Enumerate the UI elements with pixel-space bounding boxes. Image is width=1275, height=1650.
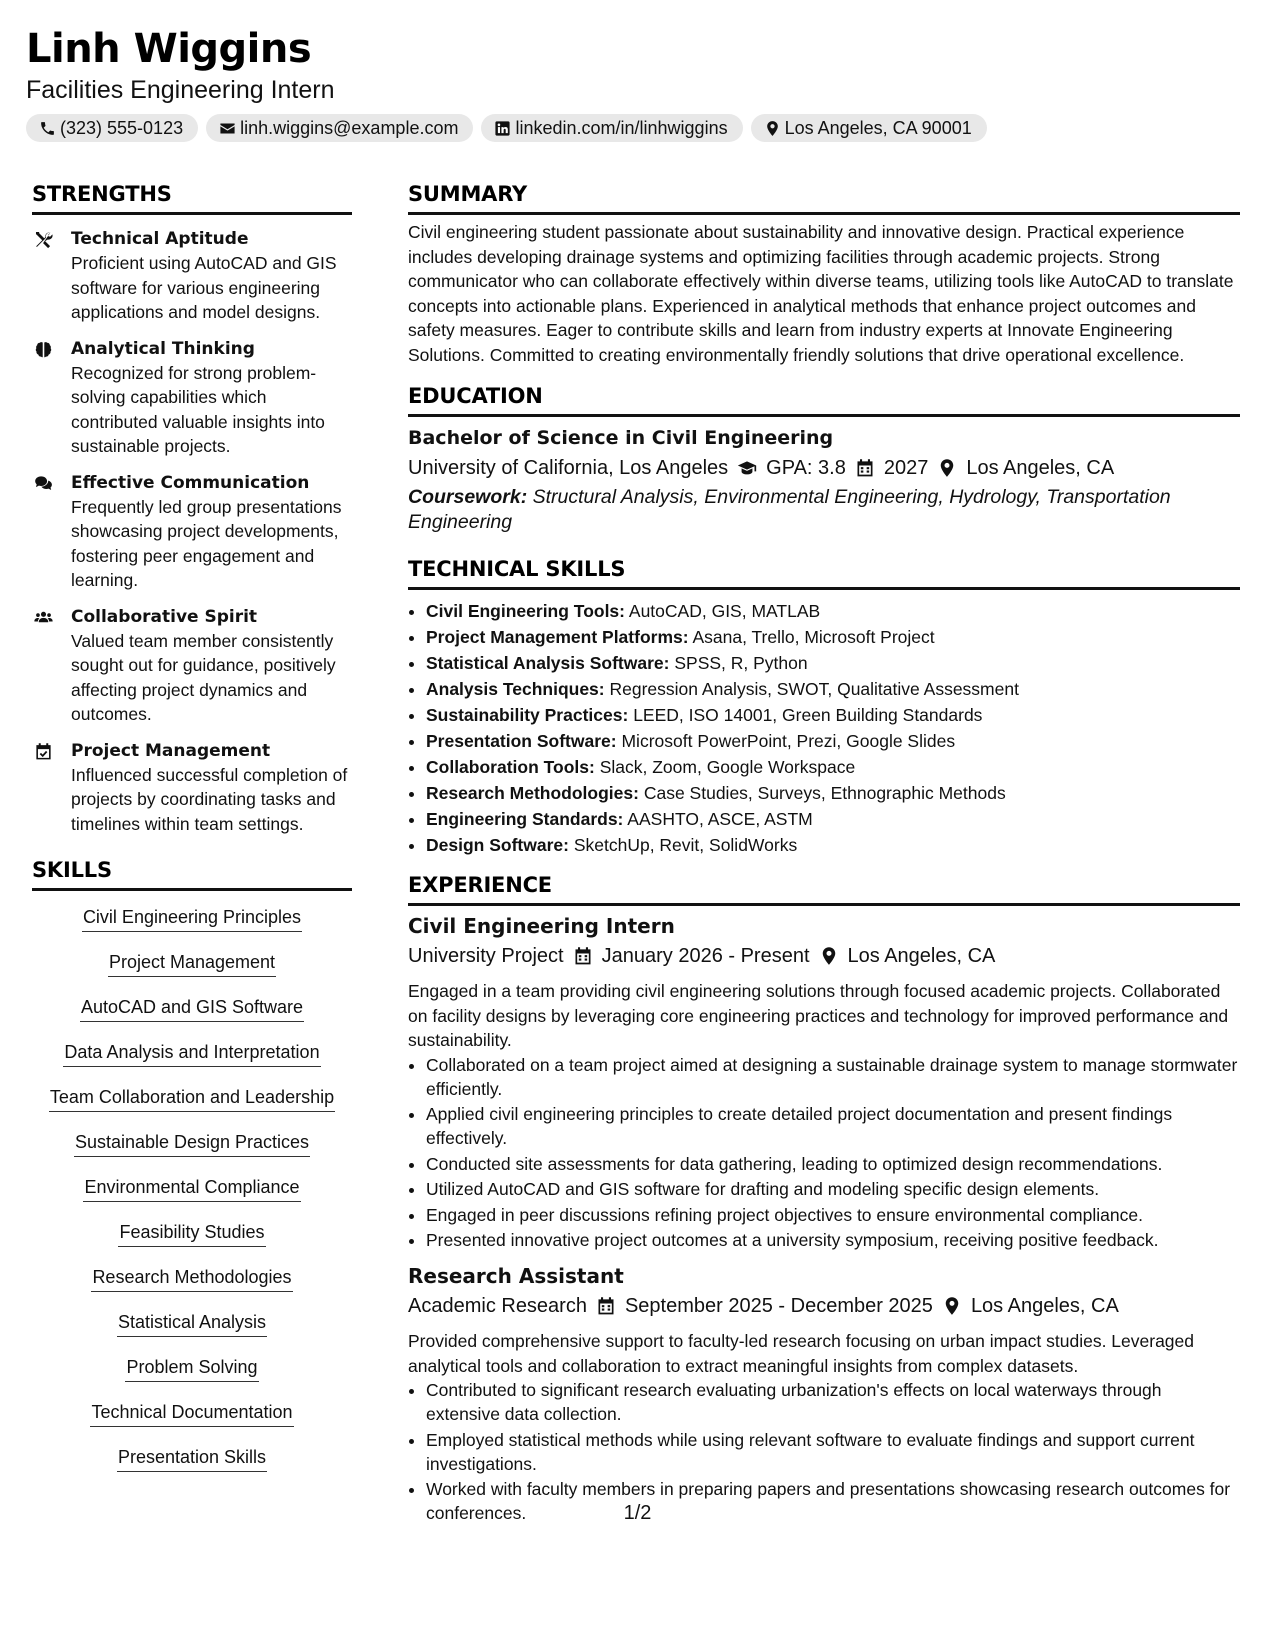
list-item: • Collaborated on a team project aimed at designing a sustainable drainage system to manage stormwater efficiently. — [426, 1053, 1240, 1101]
calendar-check-icon — [34, 742, 53, 761]
skill-tag: Environmental Compliance — [83, 1175, 300, 1202]
gpa-text: GPA: 3.8 — [766, 457, 846, 479]
list-item: • Utilized AutoCAD and GIS software for drafting and modeling specific design elements. — [426, 1177, 1240, 1201]
skill-category: Research Methodologies: — [426, 783, 639, 803]
strength-text: Proficient using AutoCAD and GIS software for various engineering applications and model designs. — [71, 253, 337, 322]
skill-category: Design Software: — [426, 835, 569, 855]
school-location: Los Angeles, CA — [966, 457, 1115, 479]
degree-title: Bachelor of Science in Civil Engineering — [408, 427, 834, 449]
chat-bubbles-icon — [34, 474, 53, 493]
contact-phone-text: (323) 555-0123 — [60, 117, 184, 138]
calendar-icon — [596, 1296, 616, 1316]
skill-tag: Project Management — [108, 950, 276, 977]
phone-icon — [39, 120, 56, 137]
list-item: • Contributed to significant research evaluating urbanization's effects on local waterways through extensive data collection. — [426, 1378, 1240, 1426]
skill-list — [32, 905, 352, 1490]
skill-values: LEED, ISO 14001, Green Building Standards — [633, 705, 983, 725]
technical-skills-section — [408, 556, 1240, 858]
strength-text: Influenced successful completion of projects by coordinating tasks and timelines within team settings. — [71, 764, 348, 834]
summary-text: Civil engineering student passionate about sustainability and innovative design. Practical experience includes developing drainage systems and optimizing facilities through academic projects. Strong communicator who can collaborate effectively within diverse teams, utilizing tools like AutoCAD to translate concepts into actionable plans. Experienced in analytical methods that enhance project outcomes and safety measures. Eager to contribute skills and learn from industry experts at Innovate Engineering Solutions. Committed to creating environmentally friendly solutions that drive operational excellence. — [408, 222, 1234, 365]
skill-tag: Problem Solving — [125, 1355, 258, 1382]
skill-values: Slack, Zoom, Google Workspace — [599, 757, 856, 777]
job-entry — [408, 912, 1240, 1252]
experience-section — [408, 872, 1240, 1525]
contact-email-text: linh.wiggins@example.com — [240, 117, 459, 138]
strength-title: Analytical Thinking — [71, 338, 255, 359]
skill-category: Presentation Software: — [426, 731, 617, 751]
skill-tag: Civil Engineering Principles — [82, 905, 302, 932]
page-number: 1/2 — [623, 1502, 652, 1524]
job-summary: Provided comprehensive support to faculty-led research focusing on urban impact studies. Leveraged analytical tools and collaboration to extract meaningful insights from complex datasets. — [408, 1331, 1194, 1376]
linkedin-icon — [494, 120, 511, 137]
list-item — [426, 780, 1240, 806]
skill-tag: Research Methodologies — [91, 1265, 292, 1292]
brain-icon — [34, 340, 53, 359]
skill-values: Microsoft PowerPoint, Prezi, Google Slides — [621, 731, 956, 751]
list-item: • Engaged in peer discussions refining project objectives to ensure environmental compliance. — [426, 1203, 1240, 1227]
strength-item — [32, 227, 352, 325]
list-item — [426, 702, 1240, 728]
skill-values: Case Studies, Surveys, Ethnographic Methods — [643, 783, 1006, 803]
skill-category: Analysis Techniques: — [426, 679, 605, 699]
list-item — [426, 754, 1240, 780]
skill-tag: Sustainable Design Practices — [74, 1130, 310, 1157]
summary-heading: SUMMARY — [408, 181, 1240, 215]
calendar-icon — [855, 458, 875, 478]
job-location: Los Angeles, CA — [970, 1295, 1119, 1317]
strength-text: Frequently led group presentations showcasing project developments, fostering peer engagement and learning. — [71, 496, 342, 590]
graduation-cap-icon — [737, 458, 757, 478]
list-item — [426, 598, 1240, 624]
list-item: • Employed statistical methods while using relevant software to evaluate findings and support current investigations. — [426, 1428, 1240, 1476]
strength-item — [32, 337, 352, 459]
job-title: Civil Engineering Intern — [408, 914, 675, 938]
strength-title: Collaborative Spirit — [71, 606, 258, 627]
skills-section — [32, 857, 352, 1490]
list-item — [426, 650, 1240, 676]
skill-tag: Statistical Analysis — [117, 1310, 267, 1337]
skill-values: AutoCAD, GIS, MATLAB — [628, 601, 821, 621]
strength-item — [32, 605, 352, 727]
education-meta — [408, 453, 1240, 483]
coursework — [408, 485, 1240, 535]
map-pin-icon — [937, 458, 957, 478]
candidate-title: Facilities Engineering Intern — [26, 76, 335, 104]
graduation-year: 2027 — [883, 457, 929, 479]
coursework-text: Structural Analysis, Environmental Engineering, Hydrology, Transportation Engineering — [408, 486, 1171, 533]
skill-tag: Feasibility Studies — [118, 1220, 265, 1247]
users-icon — [34, 608, 53, 627]
experience-heading: EXPERIENCE — [408, 872, 1240, 906]
job-meta — [408, 941, 1240, 971]
envelope-icon — [219, 120, 236, 137]
strength-title: Technical Aptitude — [71, 229, 249, 249]
job-location: Los Angeles, CA — [847, 945, 996, 967]
left-column — [32, 181, 352, 1490]
resume-header — [26, 24, 1256, 142]
skill-category: Engineering Standards: — [426, 809, 624, 829]
contact-linkedin[interactable] — [481, 114, 742, 142]
contact-linkedin-text: linkedin.com/in/linhwiggins — [515, 117, 728, 138]
school-name: University of California, Los Angeles — [408, 457, 729, 479]
job-bullets — [408, 1053, 1240, 1253]
skill-tag: AutoCAD and GIS Software — [80, 995, 304, 1022]
strength-item — [32, 739, 352, 837]
summary-section — [408, 181, 1240, 367]
tools-icon — [34, 230, 53, 249]
list-item — [426, 676, 1240, 702]
candidate-name: Linh Wiggins — [26, 26, 312, 72]
contact-email[interactable] — [206, 114, 473, 142]
map-pin-icon — [942, 1296, 962, 1316]
contact-location-text: Los Angeles, CA 90001 — [784, 117, 972, 138]
map-pin-icon — [819, 946, 839, 966]
calendar-icon — [573, 946, 593, 966]
contact-phone[interactable] — [26, 114, 198, 142]
strength-title: Project Management — [71, 740, 271, 761]
technical-skills-list — [408, 598, 1240, 858]
strengths-heading: STRENGTHS — [32, 181, 352, 215]
list-item — [426, 832, 1240, 858]
list-item: • Worked with faculty members in preparing papers and presentations showcasing research outcomes for conferences. — [426, 1477, 1240, 1525]
strength-title: Effective Communication — [71, 472, 310, 493]
skill-tag: Presentation Skills — [117, 1445, 267, 1472]
map-pin-icon — [764, 120, 781, 137]
skill-category: Sustainability Practices: — [426, 705, 629, 725]
job-dates: September 2025 - December 2025 — [624, 1295, 933, 1317]
skills-heading: SKILLS — [32, 857, 352, 891]
education-heading: EDUCATION — [408, 383, 1240, 417]
job-title: Research Assistant — [408, 1264, 624, 1288]
skill-category: Civil Engineering Tools: — [426, 601, 625, 621]
job-summary: Engaged in a team providing civil engineering solutions through focused academic projects. Collaborated on facility designs by leveraging core engineering practices and technology for improved performance and sustainability. — [408, 981, 1229, 1050]
skill-category: Project Management Platforms: — [426, 627, 689, 647]
skill-values: Regression Analysis, SWOT, Qualitative Assessment — [609, 679, 1019, 699]
skill-values: SketchUp, Revit, SolidWorks — [573, 835, 798, 855]
job-org: University Project — [408, 945, 564, 967]
contact-location[interactable] — [751, 114, 987, 142]
skill-category: Statistical Analysis Software: — [426, 653, 670, 673]
coursework-label: Coursework: — [408, 486, 528, 508]
technical-skills-heading: TECHNICAL SKILLS — [408, 556, 1240, 590]
skill-values: Asana, Trello, Microsoft Project — [692, 627, 935, 647]
strength-text: Valued team member consistently sought out for guidance, positively affecting project dynamics and outcomes. — [71, 630, 336, 724]
skill-tag: Data Analysis and Interpretation — [63, 1040, 320, 1067]
list-item: • Applied civil engineering principles to create detailed project documentation and present findings effectively. — [426, 1102, 1240, 1150]
contact-bar — [26, 114, 1256, 142]
education-section — [408, 383, 1240, 535]
skill-tag: Team Collaboration and Leadership — [49, 1085, 335, 1112]
job-org: Academic Research — [408, 1295, 587, 1317]
skill-tag: Technical Documentation — [90, 1400, 293, 1427]
list-item — [426, 728, 1240, 754]
strength-item — [32, 471, 352, 593]
strength-text: Recognized for strong problem-solving capabilities which contributed valuable insights into sustainable projects. — [71, 362, 325, 456]
right-column — [408, 181, 1240, 1527]
skill-values: AASHTO, ASCE, ASTM — [627, 809, 813, 829]
list-item: • Presented innovative project outcomes at a university symposium, receiving positive feedback. — [426, 1228, 1240, 1252]
job-entry — [408, 1262, 1240, 1525]
job-meta — [408, 1291, 1240, 1321]
list-item — [426, 806, 1240, 832]
list-item: • Conducted site assessments for data gathering, leading to optimized design recommendations. — [426, 1152, 1240, 1176]
skill-values: SPSS, R, Python — [674, 653, 808, 673]
skill-category: Collaboration Tools: — [426, 757, 595, 777]
list-item — [426, 624, 1240, 650]
job-dates: January 2026 - Present — [601, 945, 810, 967]
